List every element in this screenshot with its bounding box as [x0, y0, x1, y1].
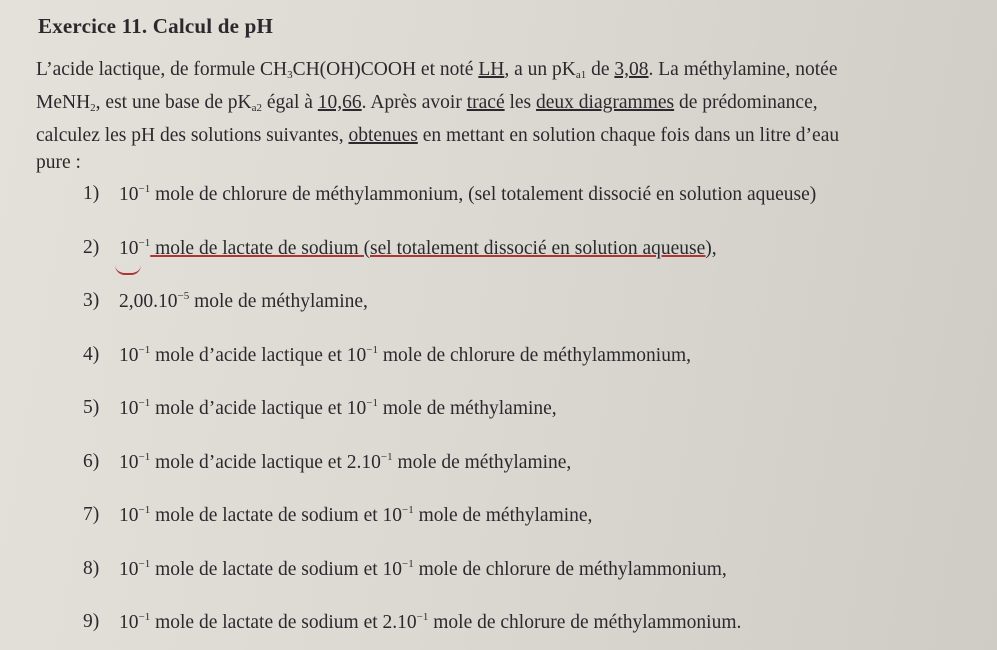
- lh-notation: LH: [478, 59, 505, 80]
- question-item: 2) $10^{-1}$ mole de lactate de sodium (sel totalement dissocié en solution aqueuse),: [83, 237, 963, 291]
- intro-line-4: pure :: [36, 152, 81, 173]
- question-item: 9) $10^{-1}$ mole de lactate de sodium et $2.10^{-1}$ mole de chlorure de méthylammonium.: [83, 611, 742, 633]
- question-item: 7) $10^{-1}$ mole de lactate de sodium et $10^{-1}$ mole de méthylamine,: [83, 504, 593, 526]
- question-item: 8) $10^{-1}$ mole de lactate de sodium et $10^{-1}$ mole de chlorure de méthylammonium,: [83, 557, 727, 580]
- question-item: 1) $10^{-1}$ mole de chlorure de méthylammonium, (sel totalement dissocié en solution aqueuse): [83, 183, 817, 205]
- question-item: 4) $10^{-1}$ mole d’acide lactique et $10^{-1}$ mole de chlorure de méthylammonium,: [83, 343, 691, 366]
- handwritten-mark: [115, 265, 141, 275]
- question-item: 3) $2,00.10^{-5}$ mole de méthylamine,: [83, 290, 368, 312]
- intro-paragraph: [36, 56, 936, 176]
- pka1-value: 3,08: [614, 59, 649, 80]
- exercise-title: Exercice 11. Calcul de pH: [38, 14, 274, 38]
- intro-line-2: MeNH$_2$, est une base de $pK_{a2}$ égal à 10,66. Après avoir tracé les deux diagrammes de prédominance,: [36, 92, 818, 114]
- question-list: [83, 183, 963, 650]
- question-item: 5) $10^{-1}$ mole d’acide lactique et $10^{-1}$ mole de méthylamine,: [83, 397, 557, 419]
- pka2-value: 10,66: [317, 92, 362, 113]
- intro-line-1: L’acide lactique, de formule $CH_3CH(OH)COOH$ et noté LH, a un $pK_{a1}$ de 3,08. La méthylamine, notée: [36, 59, 838, 81]
- question-item: 6) $10^{-1}$ mole d’acide lactique et $2.10^{-1}$ mole de méthylamine,: [83, 450, 572, 473]
- intro-line-3: calculez les pH des solutions suivantes, obtenues en mettant en solution chaque fois dans un litre d’eau: [36, 125, 840, 146]
